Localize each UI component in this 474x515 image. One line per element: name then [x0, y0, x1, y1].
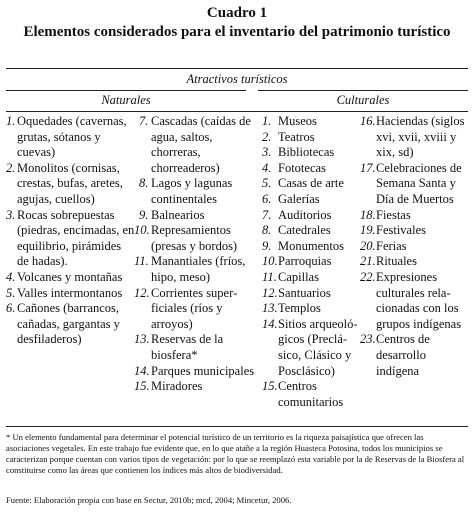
item-text: Centros de desarrollo indígena: [376, 332, 430, 378]
main-column-header: Atractivos turísticos: [186, 72, 288, 86]
item-number: 4.: [6, 269, 16, 284]
item-number: 8.: [139, 176, 149, 191]
item-number: 7.: [139, 114, 149, 128]
item-number: 8.: [262, 223, 272, 238]
list-item: [6, 208, 136, 270]
naturales-column-2: [134, 114, 255, 395]
item-text: Sitios arqueológicos (Preclásico, Clásico y Posclásico): [278, 316, 358, 378]
item-number: 4.: [262, 160, 272, 175]
naturales-rule: [6, 90, 246, 91]
list-item: [139, 208, 255, 224]
list-item: [262, 130, 358, 146]
list-item: [262, 145, 358, 161]
item-number: 18.: [360, 207, 376, 222]
header-bottom-rule: [6, 111, 468, 112]
list-item: [262, 301, 358, 317]
item-text: Cascadas (caídas de agua, saltos, chorreras, chorreaderos): [151, 114, 251, 175]
item-number: 10.: [134, 223, 150, 238]
list-item: [262, 208, 358, 224]
table-number: Cuadro 1: [206, 5, 268, 21]
list-item: [6, 286, 136, 302]
item-number: 1.: [6, 114, 16, 128]
item-number: 1.: [262, 114, 272, 128]
item-number: 2.: [262, 129, 272, 144]
list-item: [360, 208, 472, 224]
item-text: Parroquias: [278, 254, 332, 269]
list-item: [134, 254, 255, 285]
item-number: 19.: [360, 223, 376, 238]
list-item: [262, 223, 358, 239]
item-number: 13.: [134, 332, 150, 347]
item-text: Galerías: [278, 191, 320, 206]
item-text: Templos: [278, 301, 321, 316]
list-item: [262, 254, 358, 270]
item-text: Corrientes superficiales (ríos y arroyos): [151, 285, 238, 331]
item-text: Ferias: [376, 238, 407, 253]
item-text: Monumentos: [278, 238, 344, 253]
list-item: [360, 332, 472, 379]
item-number: 14.: [262, 316, 278, 331]
item-text: Rocas sobrepuestas (piedras, encimadas, en equilibrio, pirámides de hadas).: [17, 207, 135, 269]
source-note: Fuente: Elaboración propia con base en Sectur, 2010b; mcd, 2004; Mincetur, 2006.: [6, 495, 292, 505]
item-text: Celebraciones de Semana Santa y Día de Muertos: [376, 160, 462, 206]
item-text: Santuarios: [278, 285, 331, 300]
list-item: [262, 286, 358, 302]
item-text: Lagos y lagunas continentales: [151, 176, 233, 206]
culturales-rule: [258, 90, 468, 91]
list-item: [262, 161, 358, 177]
list-item: [262, 192, 358, 208]
footnote: * Un elemento fundamental para determinar el potencial turístico de un territorio es la riqueza paisajística que ofrecen las asociaciones vegetales. En este trabajo fue evidente que, en lo que atañe a la región Huasteca Potosina, todos los municipios se caracterizan porque cuentan con varios tipos de vegetación: por lo que se reemplazó esta variable por la de Reservas de la Biosfera al constituirse como las áreas que contienen los índices más altos de biodiversidad.: [6, 432, 465, 475]
list-item: [360, 161, 472, 208]
list-item: [360, 254, 472, 270]
list-item: [134, 379, 255, 395]
top-rule: [6, 68, 468, 69]
item-number: 20.: [360, 238, 376, 253]
item-text: Cañones (barrancos, cañadas, gargantas y desfiladeros): [17, 301, 120, 347]
list-item: [6, 301, 136, 348]
item-number: 22.: [360, 269, 376, 284]
item-text: Catedrales: [278, 223, 331, 238]
item-text: Centros comunitarios: [278, 379, 344, 409]
item-text: Capillas: [278, 269, 319, 284]
list-item: [6, 270, 136, 286]
table-title: Elementos considerados para el inventario del patrimonio turístico: [23, 24, 451, 40]
item-number: 7.: [262, 207, 272, 222]
item-text: Represamientos (presas y bordos): [151, 223, 238, 253]
item-text: Museos: [278, 114, 317, 128]
list-item: [360, 239, 472, 255]
culturales-column-1: [262, 114, 358, 410]
list-item: [134, 332, 255, 363]
item-text: Miradores: [151, 379, 203, 394]
item-number: 12.: [262, 285, 278, 300]
list-item: [360, 270, 472, 332]
item-text: Oquedades (cavernas, grutas, sótanos y cuevas): [17, 114, 127, 160]
item-number: 3.: [262, 145, 272, 160]
item-text: Fiestas: [376, 207, 411, 222]
naturales-header: Naturales: [101, 93, 151, 107]
naturales-column-1: [6, 114, 136, 348]
item-text: Fototecas: [278, 160, 326, 175]
item-number: 9.: [139, 207, 149, 222]
item-number: 14.: [134, 363, 150, 378]
item-text: Haciendas (siglos xvi, xvii, xviii y xix, sd): [376, 114, 465, 160]
item-number: 5.: [6, 285, 16, 300]
culturales-header: Culturales: [336, 93, 390, 107]
list-item: [134, 223, 255, 254]
item-number: 6.: [262, 191, 272, 206]
item-text: Valles intermontanos: [17, 285, 123, 300]
list-item: [262, 114, 358, 130]
item-text: Rituales: [376, 254, 417, 269]
item-number: 10.: [262, 254, 278, 269]
list-item: [262, 317, 358, 379]
item-number: 21.: [360, 254, 376, 269]
item-text: Volcanes y montañas: [17, 269, 123, 284]
item-number: 15.: [134, 379, 150, 394]
list-item: [6, 161, 136, 208]
bottom-rule: [6, 426, 468, 427]
item-text: Festivales: [376, 223, 426, 238]
item-number: 11.: [262, 269, 277, 284]
list-item: [360, 114, 472, 161]
item-text: Expresiones culturales relacionadas con los grupos indígenas: [376, 269, 462, 331]
item-text: Parques municipales: [151, 363, 255, 378]
item-number: 13.: [262, 301, 278, 316]
item-number: 23.: [360, 332, 376, 347]
list-item: [134, 285, 255, 333]
list-item: [134, 363, 255, 380]
item-text: Casas de arte: [278, 176, 344, 191]
list-item: [262, 176, 358, 192]
list-item: [360, 223, 472, 239]
item-number: 11.: [134, 254, 149, 269]
list-item: [139, 114, 255, 176]
item-text: Teatros: [278, 129, 315, 144]
item-number: 16.: [360, 114, 376, 128]
item-number: 9.: [262, 238, 272, 253]
item-text: Auditorios: [278, 207, 332, 222]
list-item: [262, 270, 358, 286]
list-item: [262, 379, 358, 410]
item-text: Reservas de la biosfera*: [151, 332, 224, 362]
item-text: Balnearios: [151, 207, 205, 222]
item-text: Manantiales (fríos, hipo, meso): [151, 254, 246, 284]
item-number: 5.: [262, 176, 272, 191]
list-item: [6, 114, 136, 161]
list-item: [262, 239, 358, 255]
list-item: [139, 176, 255, 207]
item-number: 15.: [262, 379, 278, 394]
item-number: 12.: [134, 285, 150, 300]
item-number: 2.: [6, 160, 16, 175]
item-number: 6.: [6, 301, 16, 316]
culturales-column-2: [360, 114, 472, 379]
item-number: 3.: [6, 207, 16, 222]
item-text: Bibliotecas: [278, 145, 335, 160]
item-number: 17.: [360, 160, 376, 175]
item-text: Monolitos (cornisas, crestas, bufas, aretes, agujas, cuellos): [17, 160, 123, 206]
